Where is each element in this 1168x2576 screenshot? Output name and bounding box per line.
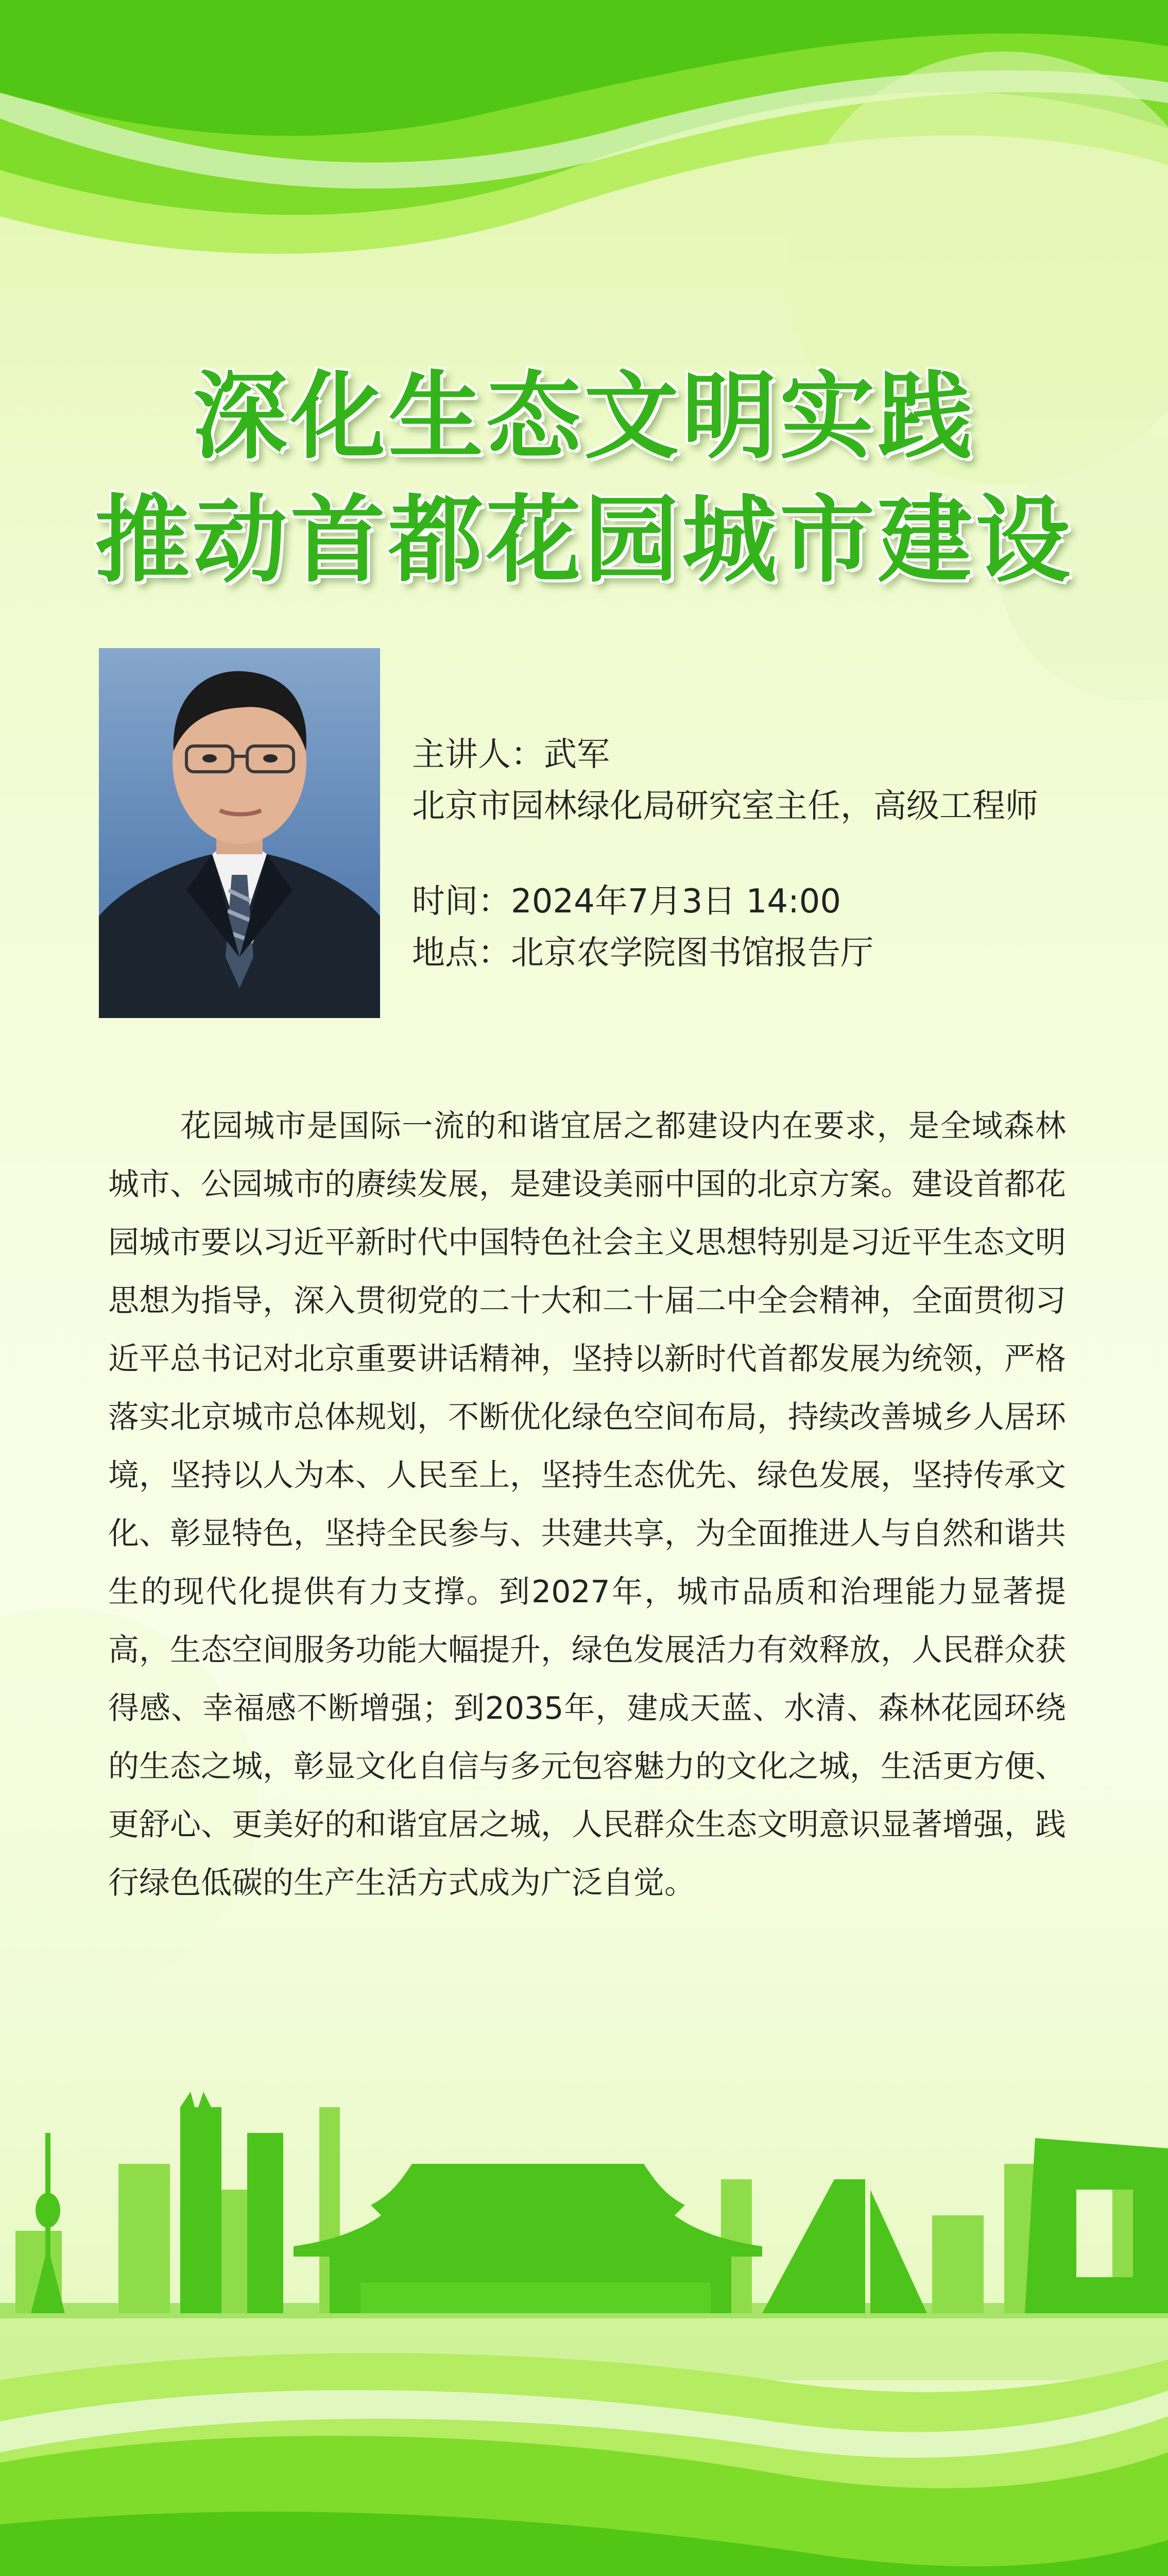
city-skyline-icon	[0, 2092, 1168, 2318]
event-info	[412, 876, 873, 979]
event-time: 时间：2024年7月3日 14:00	[412, 883, 841, 921]
speaker-title: 北京市园林绿化局研究室主任，高级工程师	[412, 787, 1038, 825]
portrait-photo	[99, 648, 380, 1018]
body-paragraph: 花园城市是国际一流的和谐宜居之都建设内在要求，是全域森林城市、公园城市的赓续发展，是建设美丽中国的北京方案。建设首都花园城市要以习近平新时代中国特色社会主义思想特别是习近平生态文明思想为指导，深入贯彻党的二十大和二十届二中全会精神，全面贯彻习近平总书记对北京重要讲话精神，坚持以新时代首都发展为统领，严格落实北京城市总体规划，不断优化绿色空间布局，持续改善城乡人居环境，坚持以人为本、人民至上，坚持生态优先、绿色发展，坚持传承文化、彰显特色，坚持全民参与、共建共享，为全面推进人与自然和谐共生的现代化提供有力支撑。到2027年，城市品质和治理能力显著提高，生态空间服务功能大幅提升，绿色发展活力有效释放，人民群众获得感、幸福感不断增强；到2035年，建成天蓝、水清、森林花园环绕的生态之城，彰显文化自信与多元包容魅力的文化之城，生活更方便、更舒心、更美好的和谐宜居之城，人民群众生态文明意识显著增强，践行绿色低碳的生产生活方式成为广泛自觉。	[108, 1108, 1066, 1901]
speaker-info	[412, 729, 1038, 832]
title-line-1: 深化生态文明实践	[192, 362, 975, 472]
speaker-name: 主讲人：武军	[412, 736, 610, 774]
portrait-illustration	[99, 648, 380, 1018]
title-line-2: 推动首都花园城市建设	[94, 485, 1073, 596]
event-place: 地点：北京农学院图书馆报告厅	[412, 934, 873, 972]
